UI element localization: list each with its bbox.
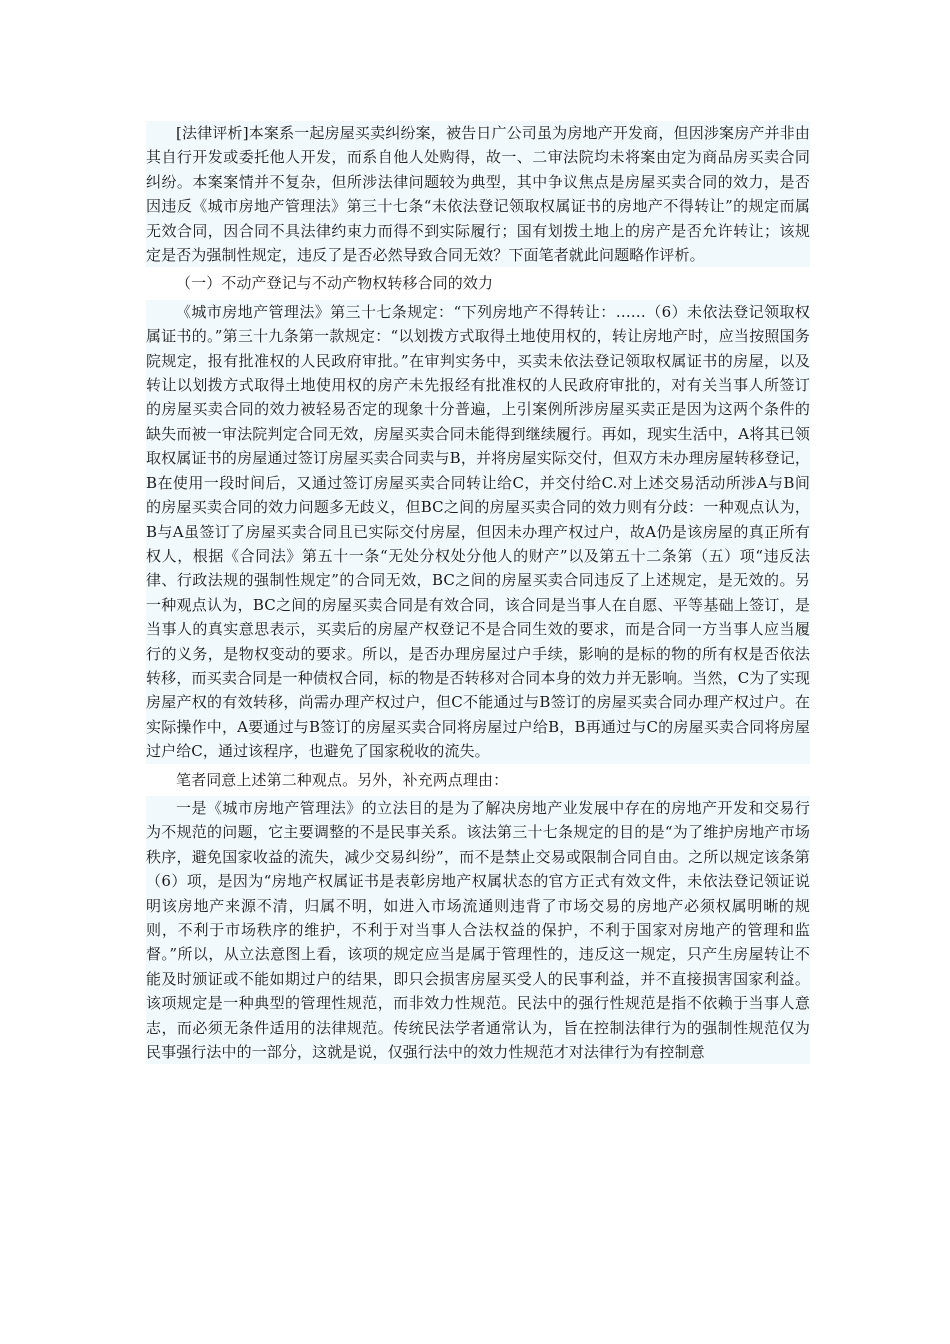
- section-heading: （一）不动产登记与不动产物权转移合同的效力: [176, 274, 494, 293]
- paragraph-statute-analysis: 《城市房地产管理法》第三十七条规定：“下列房地产不得转让：……（6）未依法登记领取权属证书的。”第三十九条第一款规定：“以划拨方式取得土地使用权的，转让房地产时，应当按照国务院规定，报有批准权的人民政府审批。”在审判实务中，买卖未依法登记领取权属证书的房屋，以及转让以划拨方式取得土地使用权的房产未先报经有批准权的人民政府审批的，对有关当事人所签订的房屋买卖合同的效力被轻易否定的现象十分普遍，上引案例所涉房屋买卖正是因为这两个条件的缺失而被一审法院判定合同无效，房屋买卖合同未能得到继续履行。再如，现实生活中，A将其已领取权属证书的房屋通过签订房屋买卖合同卖与B，并将房屋实际交付，但双方未办理房屋转移登记，B在使用一段时间后，又通过签订房屋买卖合同转让给C，并交付给C.对上述交易活动所涉A与B间的房屋买卖合同的效力问题多无歧义，但BC之间的房屋买卖合同的效力则有分歧：一种观点认为，B与A虽签订了房屋买卖合同且已实际交付房屋，但因未办理产权过户，故A仍是该房屋的真正所有权人，根据《合同法》第五十一条“无处分权处分他人的财产”以及第五十二条第（五）项“违反法律、行政法规的强制性规定”的合同无效，BC之间的房屋买卖合同违反了上述规定，是无效的。另一种观点认为，BC之间的房屋买卖合同是有效合同，该合同是当事人在自愿、平等基础上签订，是当事人的真实意思表示，买卖后的房屋产权登记不是合同生效的要求，而是合同一方当事人应当履行的义务，是物权变动的要求。所以，是否办理房屋过户手续，影响的是标的物的所有权是否依法转移，而买卖合同是一种债权合同，标的物是否转移对合同本身的效力并无影响。当然，C为了实现房屋产权的有效转移，尚需办理产权过户，但C不能通过与B签订的房屋买卖合同办理产权过户。在实际操作中，A要通过与B签订的房屋买卖合同将房屋过户给B，B再通过与C的房屋买卖合同将房屋过户给C，通过该程序，也避免了国家税收的流失。: [146, 300, 810, 764]
- body-text: [146, 121, 810, 1064]
- paragraph-legal-commentary: [法律评析]本案系一起房屋买卖纠纷案，被告日广公司虽为房地产开发商，但因涉案房产并非由其自行开发或委托他人开发，而系自他人处购得，故一、二审法院均未将案由定为商品房买卖合同纠纷。本案案情并不复杂，但所涉法律问题较为典型，其中争议焦点是房屋买卖合同的效力，是否因违反《城市房地产管理法》第三十七条“未依法登记领取权属证书的房地产不得转让”的规定而属无效合同，因合同不具法律约束力而得不到实际履行；国有划拨土地上的房产是否允许转让；该规定是否为强制性规定，违反了是否必然导致合同无效？下面笔者就此问题略作评析。: [146, 121, 810, 267]
- paragraph-reason-one: 一是《城市房地产管理法》的立法目的是为了解决房地产业发展中存在的房地产开发和交易行为不规范的问题，它主要调整的不是民事关系。该法第三十七条规定的目的是“为了维护房地产市场秩序，避免国家收益的流失，减少交易纠纷”，而不是禁止交易或限制合同自由。之所以规定该条第（6）项，是因为“房地产权属证书是表彰房地产权属状态的官方正式有效文件，未依法登记领证说明该房地产来源不清，归属不明，如进入市场流通则违背了市场交易的房地产必须权属明晰的规则，不利于市场秩序的维护，不利于对当事人合法权益的保护，不利于国家对房地产的管理和监督。”所以，从立法意图上看，该项的规定应当是属于管理性的，违反这一规定，只产生房屋转让不能及时颁证或不能如期过户的结果，即只会损害房屋买受人的民事利益，并不直接损害国家利益。该项规定是一种典型的管理性规范，而非效力性规范。民法中的强行性规范是指不依赖于当事人意志，而必须无条件适用的法律规范。传统民法学者通常认为，旨在控制法律行为的强制性规范仅为民事强行法中的一部分，这就是说，仅强行法中的效力性规范才对法律行为有控制意: [146, 796, 810, 1064]
- paragraph-author-opinion: 笔者同意上述第二种观点。另外，补充两点理由：: [176, 770, 509, 789]
